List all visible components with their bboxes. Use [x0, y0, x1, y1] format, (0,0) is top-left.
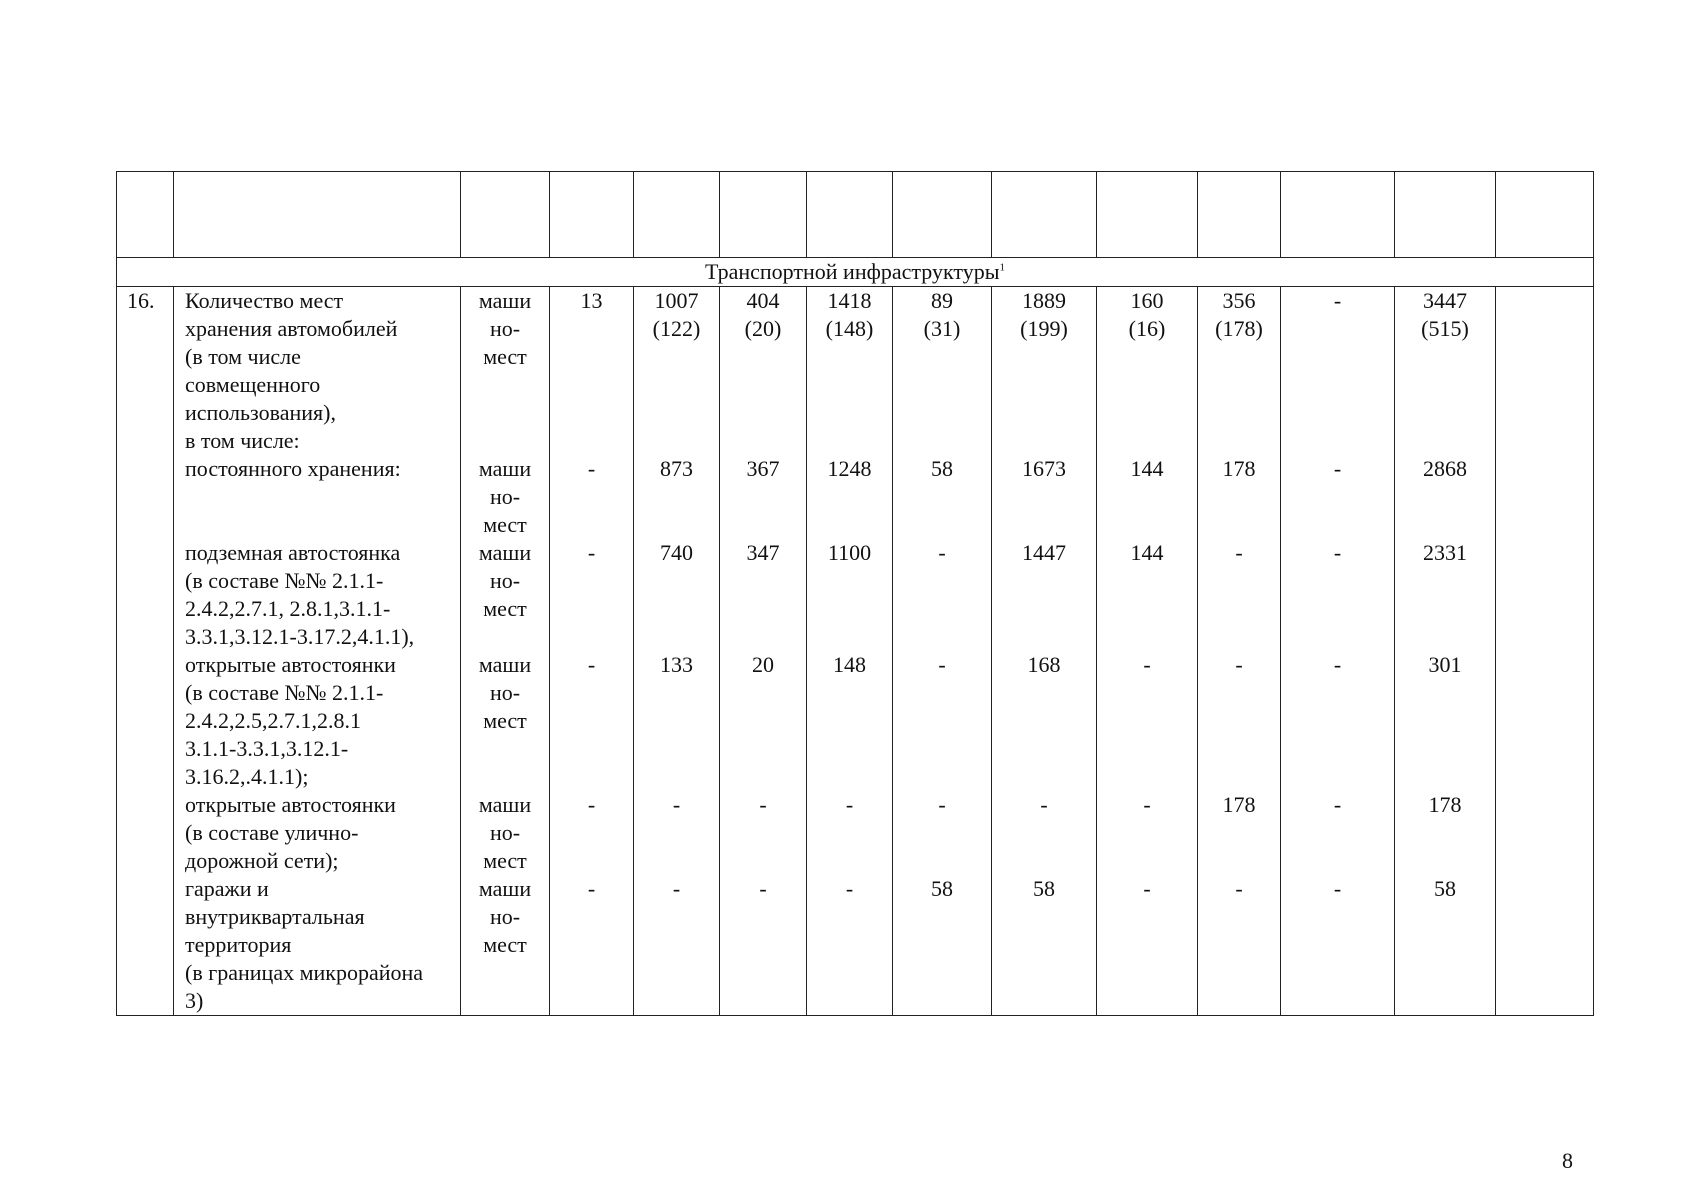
cell-value: 367	[746, 456, 780, 481]
table-cell	[807, 875, 892, 1015]
table-cell	[634, 287, 719, 455]
table-cell	[550, 287, 633, 455]
header-cell	[992, 172, 1097, 258]
table-cell	[992, 651, 1096, 791]
value-column-2	[634, 287, 720, 1016]
table-cell	[550, 875, 633, 1015]
cell-value: 301	[1428, 652, 1462, 677]
cell-value: 178	[1222, 456, 1256, 481]
table-cell	[1097, 651, 1197, 791]
unit-line: мест	[483, 932, 527, 957]
cell-value: -	[1143, 652, 1151, 677]
section-title	[117, 258, 1594, 287]
table-cell	[1395, 287, 1495, 455]
unit-block	[461, 287, 549, 455]
unit-block	[461, 875, 549, 1015]
cell-value: 168	[1027, 652, 1061, 677]
unit-line: мест	[483, 344, 527, 369]
table-cell	[720, 875, 806, 1015]
cell-value: -	[1235, 540, 1243, 565]
value-column-7	[1097, 287, 1198, 1016]
table-cell	[634, 455, 719, 539]
table-cell	[1198, 651, 1280, 791]
table-cell	[807, 287, 892, 455]
page-number: 8	[1562, 1148, 1573, 1173]
cell-value: -	[845, 876, 854, 901]
cell-value: 133	[660, 652, 693, 677]
table-cell	[893, 791, 991, 875]
table-cell	[992, 875, 1096, 1015]
table-cell	[1496, 287, 1593, 455]
header-cell	[117, 172, 174, 258]
table-cell	[992, 539, 1096, 651]
table-cell	[720, 651, 806, 791]
label-line: использования),	[185, 400, 336, 425]
table-cell	[550, 455, 633, 539]
unit-line: маши	[478, 792, 532, 817]
cell-value: (515)	[1421, 316, 1469, 341]
table-cell	[634, 875, 719, 1015]
label-line: дорожной сети);	[185, 848, 339, 873]
cell-value: 58	[1033, 876, 1055, 901]
label-line: (в составе №№ 2.1.1-	[185, 568, 384, 593]
table-cell	[992, 287, 1096, 455]
cell-value: -	[1235, 652, 1243, 677]
cell-value: -	[587, 792, 596, 817]
cell-value: 148	[833, 652, 866, 677]
table-cell	[1198, 455, 1280, 539]
label-line: (в составе №№ 2.1.1-	[185, 680, 384, 705]
unit-line: мест	[483, 596, 527, 621]
table-cell	[1496, 651, 1593, 791]
section-row	[117, 258, 1594, 287]
cell-value: 873	[660, 456, 693, 481]
cell-value: (178)	[1215, 316, 1263, 341]
unit-line: маши	[478, 652, 532, 677]
label-line: постоянного хранения:	[185, 456, 401, 481]
cell-value: 58	[931, 876, 953, 901]
table-cell	[720, 455, 806, 539]
unit-line: но-	[489, 568, 521, 593]
cell-value: 144	[1130, 540, 1164, 565]
label-line: хранения автомобилей	[185, 316, 398, 341]
cell-value: (16)	[1128, 316, 1166, 341]
cell-value: -	[1040, 792, 1048, 817]
table-cell	[634, 539, 719, 651]
cell-value: -	[672, 876, 681, 901]
cell-value: 178	[1428, 792, 1462, 817]
table-cell	[992, 791, 1096, 875]
label-line: Количество мест	[185, 288, 344, 313]
table-cell	[893, 875, 991, 1015]
row-label-block	[185, 875, 460, 1015]
label-line: внутриквартальная	[185, 904, 365, 929]
table-cell	[550, 651, 633, 791]
table-cell	[1496, 539, 1593, 651]
unit-line: но-	[489, 680, 521, 705]
cell-value: -	[1333, 540, 1342, 565]
cell-value: -	[938, 652, 946, 677]
cell-value: -	[1333, 876, 1342, 901]
cell-value: -	[1143, 792, 1151, 817]
unit-line: но-	[489, 484, 521, 509]
table-cell	[720, 287, 806, 455]
table-cell	[1395, 875, 1495, 1015]
cell-value: 1248	[827, 456, 872, 481]
cell-value: 1673	[1022, 456, 1066, 481]
row-label-block	[185, 791, 460, 875]
cell-value: -	[1235, 876, 1243, 901]
cell-value: 178	[1222, 792, 1256, 817]
label-line: (в границах микрорайона	[185, 960, 424, 985]
cell-value: -	[587, 876, 596, 901]
table-cell	[634, 791, 719, 875]
unit-line: маши	[478, 288, 532, 313]
unit-line: мест	[483, 848, 527, 873]
cell-value: 1889	[1022, 288, 1066, 313]
table-cell	[550, 791, 633, 875]
header-cell	[634, 172, 720, 258]
label-line: совмещенного	[185, 372, 321, 397]
header-cell	[461, 172, 550, 258]
table-cell	[1281, 287, 1394, 455]
table-cell	[1097, 287, 1197, 455]
label-line: 2.4.2,2.5,2.7.1,2.8.1	[185, 708, 361, 733]
table-cell	[893, 539, 991, 651]
header-cell	[1097, 172, 1198, 258]
row-label-block	[185, 287, 460, 455]
cell-value: 3447	[1423, 288, 1467, 313]
section-title-text: Транспортной инфраструктуры	[705, 259, 1000, 284]
cell-value: 20	[752, 652, 774, 677]
cell-value: 1007	[654, 288, 699, 313]
unit-block	[461, 791, 549, 875]
value-column-9	[1281, 287, 1395, 1016]
table-cell	[807, 651, 892, 791]
cell-value: -	[1143, 876, 1151, 901]
data-table	[116, 171, 1594, 1016]
header-cell	[807, 172, 893, 258]
table-cell	[1395, 791, 1495, 875]
header-cell	[720, 172, 807, 258]
value-column-11	[1496, 287, 1594, 1016]
table-cell	[1198, 287, 1280, 455]
cell-value: (148)	[825, 316, 874, 341]
header-cell	[1281, 172, 1395, 258]
cell-value: 347	[746, 540, 780, 565]
cell-value: 740	[660, 540, 693, 565]
cell-value: (20)	[744, 316, 782, 341]
cell-value: (31)	[923, 316, 961, 341]
unit-line: но-	[489, 316, 521, 341]
cell-value: -	[938, 792, 946, 817]
header-cell	[1198, 172, 1281, 258]
cell-value: -	[938, 540, 946, 565]
table-cell	[1395, 455, 1495, 539]
label-line: открытые автостоянки	[185, 652, 396, 677]
table-cell	[1097, 539, 1197, 651]
table-cell	[992, 455, 1096, 539]
cell-value: -	[759, 876, 767, 901]
cell-value: 2868	[1423, 456, 1467, 481]
header-cell	[174, 172, 461, 258]
header-cell	[550, 172, 634, 258]
label-line: территория	[185, 932, 292, 957]
table-cell	[807, 791, 892, 875]
table-cell	[720, 539, 806, 651]
unit-cell	[461, 287, 550, 1016]
table-cell	[1496, 875, 1593, 1015]
table-cell	[1281, 455, 1394, 539]
label-line: 2.4.2,2.7.1, 2.8.1,3.1.1-	[185, 596, 391, 621]
cell-value: 1447	[1022, 540, 1066, 565]
table-cell	[1198, 791, 1280, 875]
cell-value: 13	[580, 288, 603, 313]
label-line: подземная автостоянка	[185, 540, 401, 565]
row-label	[174, 287, 461, 1016]
section-footnote: 1	[999, 261, 1005, 274]
cell-value: (122)	[652, 316, 701, 341]
unit-block	[461, 539, 549, 651]
cell-value: 144	[1130, 456, 1164, 481]
cell-value: 356	[1222, 288, 1256, 313]
unit-line: но-	[489, 904, 521, 929]
unit-line: маши	[478, 540, 532, 565]
cell-value: -	[587, 456, 596, 481]
table-cell	[1395, 651, 1495, 791]
header-row	[117, 172, 1594, 258]
unit-line: маши	[478, 456, 532, 481]
cell-value: -	[587, 540, 596, 565]
label-line: 3.3.1,3.12.1-3.17.2,4.1.1),	[185, 624, 415, 649]
label-line: 3)	[185, 988, 204, 1013]
row-label-block	[185, 651, 460, 791]
unit-block	[461, 651, 549, 791]
table-cell	[1198, 875, 1280, 1015]
table-cell	[1395, 539, 1495, 651]
value-column-10	[1395, 287, 1496, 1016]
value-column-4	[807, 287, 893, 1016]
cell-value: -	[1333, 652, 1342, 677]
label-line: 3.1.1-3.3.1,3.12.1-	[185, 736, 349, 761]
cell-value: (199)	[1020, 316, 1068, 341]
cell-value: -	[759, 792, 767, 817]
unit-line: но-	[489, 820, 521, 845]
label-line: гаражи и	[185, 876, 269, 901]
label-line: в том числе:	[185, 428, 300, 453]
value-column-6	[992, 287, 1097, 1016]
cell-value: 2331	[1423, 540, 1467, 565]
value-column-3	[720, 287, 807, 1016]
value-column-5	[893, 287, 992, 1016]
value-column-1	[550, 287, 634, 1016]
table-cell	[1281, 539, 1394, 651]
header-cell	[1496, 172, 1594, 258]
label-line: (в том числе	[185, 344, 301, 369]
label-line: открытые автостоянки	[185, 792, 396, 817]
table-cell	[1097, 791, 1197, 875]
row-label-block	[185, 539, 460, 651]
unit-line: мест	[483, 708, 527, 733]
cell-value: -	[1333, 288, 1342, 313]
cell-value: -	[1333, 456, 1342, 481]
cell-value: -	[845, 792, 854, 817]
table-row	[117, 287, 1594, 1016]
table-cell	[720, 791, 806, 875]
unit-line: маши	[478, 876, 532, 901]
header-cell	[893, 172, 992, 258]
table-cell	[893, 287, 991, 455]
table-cell	[1097, 455, 1197, 539]
table-cell	[634, 651, 719, 791]
table-cell	[1097, 875, 1197, 1015]
cell-value: 404	[746, 288, 780, 313]
table-cell	[893, 455, 991, 539]
cell-value: -	[587, 652, 596, 677]
cell-value: 58	[1434, 876, 1456, 901]
table-cell	[807, 455, 892, 539]
value-column-8	[1198, 287, 1281, 1016]
label-line: 3.16.2,.4.1.1);	[185, 764, 309, 789]
table-cell	[1281, 791, 1394, 875]
table-cell	[1496, 455, 1593, 539]
table-cell	[893, 651, 991, 791]
table-cell	[550, 539, 633, 651]
row-number: 16.	[117, 287, 174, 1016]
table-cell	[1281, 875, 1394, 1015]
cell-value: 1100	[827, 540, 872, 565]
cell-value: -	[1333, 792, 1342, 817]
unit-block	[461, 455, 549, 539]
cell-value: -	[672, 792, 681, 817]
cell-value: 58	[931, 456, 953, 481]
cell-value: 160	[1130, 288, 1164, 313]
cell-value: 1418	[827, 288, 872, 313]
table-cell	[807, 539, 892, 651]
cell-value: 89	[931, 288, 953, 313]
table-cell	[1198, 539, 1280, 651]
unit-line: мест	[483, 512, 527, 537]
label-line: (в составе улично-	[185, 820, 359, 845]
table-cell	[1281, 651, 1394, 791]
header-cell	[1395, 172, 1496, 258]
row-label-block	[185, 455, 460, 539]
table-cell	[1496, 791, 1593, 875]
